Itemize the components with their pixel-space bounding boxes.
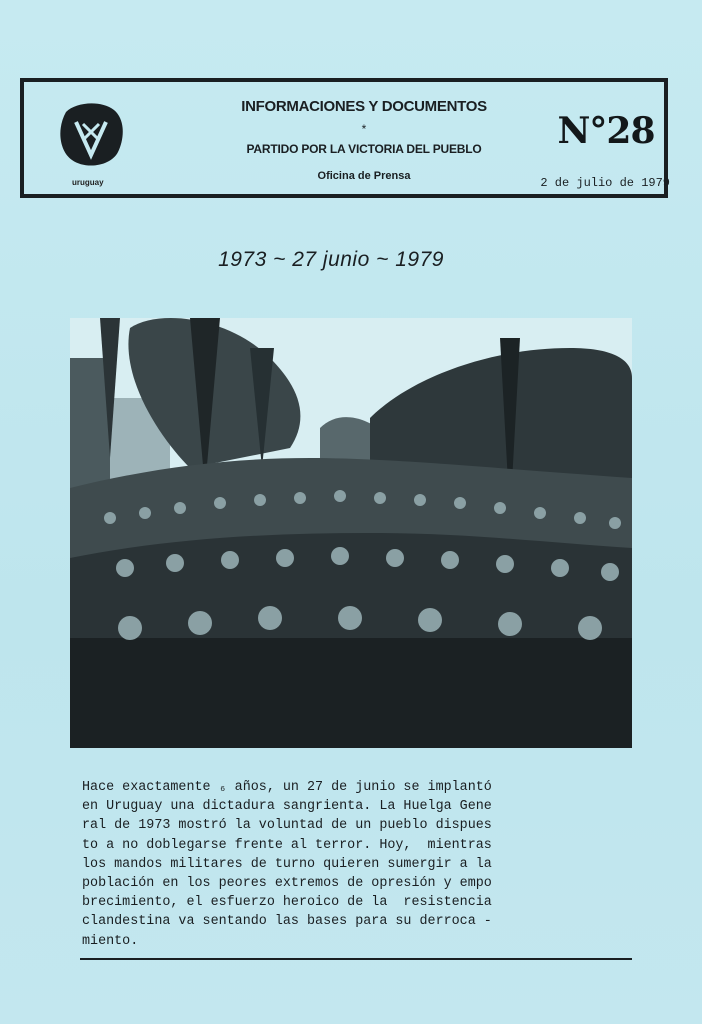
- crowd-photo: [70, 318, 632, 748]
- body-line: ral de 1973 mostró la voluntad de un pueblo dispues: [82, 818, 492, 834]
- body-line: Hace exactamente ₆ años, un 27 de junio se implantó: [82, 780, 492, 795]
- party-name: PARTIDO POR LA VICTORIA DEL PUEBLO: [246, 142, 482, 156]
- issue-date: 2 de julio de 1979: [540, 176, 670, 190]
- masthead-box: [20, 78, 668, 198]
- publication-title: INFORMACIONES Y DOCUMENTOS: [241, 98, 487, 115]
- issue-number: N°28: [557, 110, 655, 152]
- headline: 1973 ~ 27 junio ~ 1979: [218, 248, 444, 271]
- body-line: brecimiento, el esfuerzo heroico de la resistencia: [82, 895, 492, 911]
- body-line: miento.: [82, 933, 139, 949]
- body-line: población en los peores extremos de opresión y empo: [82, 876, 492, 892]
- body-line: to a no doblegarse frente al terror. Hoy, mientras: [82, 837, 492, 853]
- article-body: [82, 778, 642, 951]
- press-office: Oficina de Prensa: [317, 170, 411, 182]
- body-line: los mandos militares de turno quieren sumergir a la: [82, 856, 492, 872]
- body-line: clandestina va sentando las bases para su derroca -: [82, 914, 492, 930]
- separator-star: *: [361, 122, 367, 136]
- bottom-rule: [80, 958, 632, 960]
- logo-caption: uruguay: [72, 178, 104, 187]
- party-logo: [56, 100, 126, 170]
- body-line: en Uruguay una dictadura sangrienta. La Huelga Gene: [82, 799, 492, 815]
